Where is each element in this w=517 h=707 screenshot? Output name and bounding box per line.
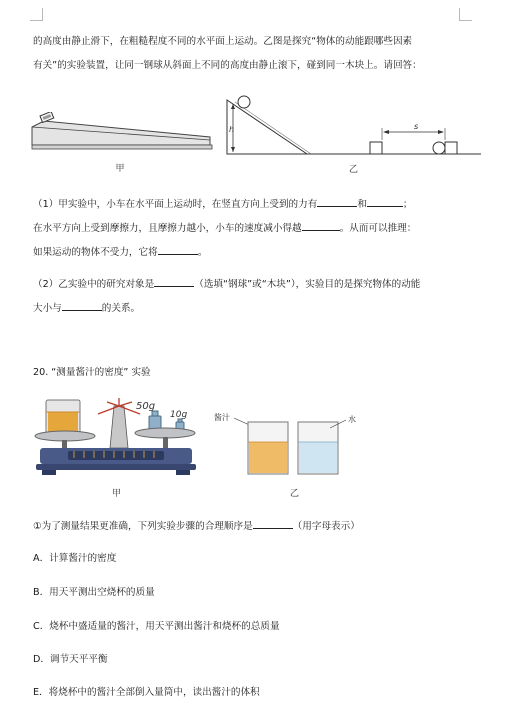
answer-blank[interactable] [158,244,198,255]
label-sauce: 酱汁 [214,413,230,422]
answer-blank[interactable] [317,196,357,207]
label-water: 水 [348,415,356,424]
answer-blank[interactable] [62,300,102,311]
q1-line-3: 如果运动的物体不受力，它将 。 [33,244,207,259]
answer-blank[interactable] [367,196,403,207]
q20-step1-prompt: ①为了测量结果更准确，下列实验步骤的合理顺序是 （用字母表示） [33,518,360,533]
fig1-label-yi: 乙 [349,165,359,175]
intro-line-2: 有关”的实验装置，让同一钢球从斜面上不同的高度由静止滚下，碰到同一木块上。请回答： [33,60,422,71]
answer-blank[interactable] [302,220,340,231]
fig2-label-jia: 甲 [112,489,122,499]
option-e: E．将烧杯中的酱汁全部倒入量筒中，读出酱汁的体积 [33,687,260,698]
fig1-label-jia: 甲 [115,164,125,172]
weight-label-50g: 50g [136,401,156,412]
q1-line-2: 在水平方向上受到摩擦力，且摩擦力越小，小车的速度减小得越 。从而可以推理： [33,220,416,235]
option-a: A．计算酱汁的密度 [33,553,117,564]
option-b: B．用天平测出空烧杯的质量 [33,587,155,598]
weight-label-10g: 10g [170,410,188,420]
option-c: C．烧杯中盛适量的酱汁，用天平测出酱汁和烧杯的总质量 [33,621,280,632]
figure-ramp-cart [30,112,220,172]
answer-blank[interactable] [154,276,194,287]
fig1-label-s: s [414,122,419,131]
q2-line-1: （2）乙实验中的研究对象是 （选填“钢球”或“木块”），实验目的是探究物体的动能 [33,276,420,291]
fig1-label-h: h [229,125,235,134]
fig2-label-yi: 乙 [290,489,300,499]
question-20-title: 20. “测量酱汁的密度” 实验 [33,367,151,378]
q2-line-2: 大小与 的关系。 [33,300,140,315]
page-corner-mark [459,8,472,21]
page-corner-mark [30,8,43,21]
figure-incline-ball [225,92,487,180]
option-d: D．调节天平平衡 [33,654,108,665]
figure-balance-scale [32,392,202,500]
intro-line-1: 的高度由静止滑下，在粗糙程度不同的水平面上运动。乙图是探究“物体的动能跟哪些因素 [33,36,413,47]
figure-beakers [212,408,362,500]
q1-line-1: （1）甲实验中，小车在水平面上运动时，在竖直方向上受到的力有 和 ； [33,196,413,211]
answer-blank[interactable] [253,518,293,529]
